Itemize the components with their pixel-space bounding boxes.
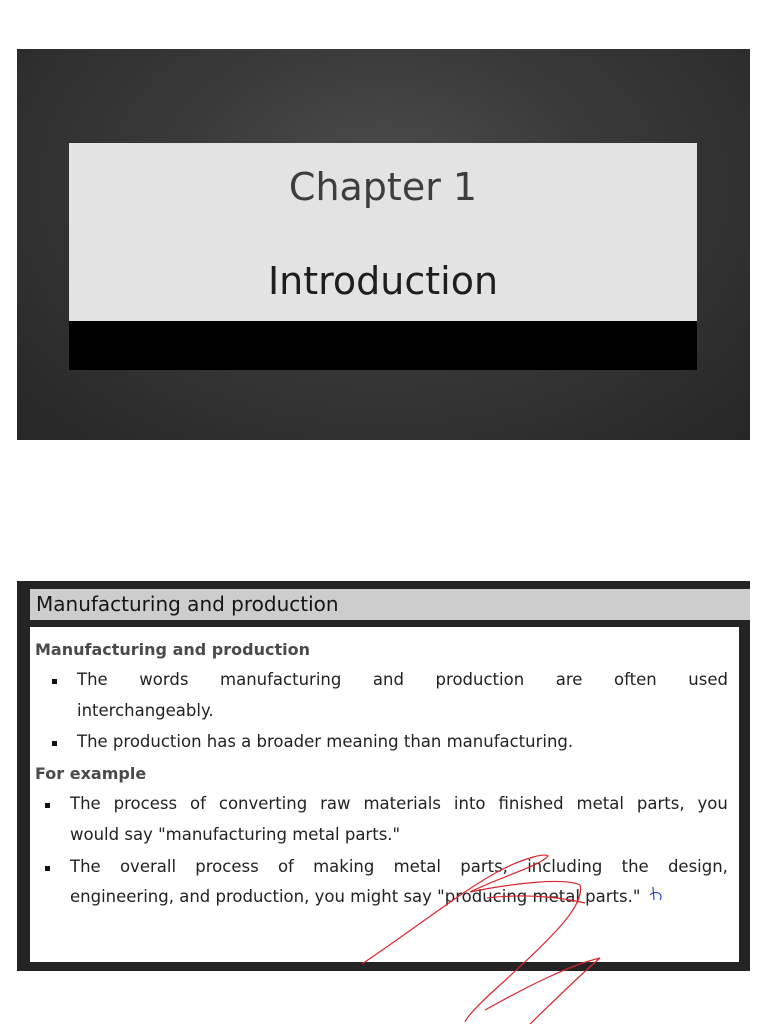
content-slide — [17, 581, 750, 971]
word: used — [688, 670, 728, 689]
word: converting — [218, 794, 308, 813]
word: and — [372, 670, 404, 689]
word: words — [139, 670, 189, 689]
bullet-marker — [52, 679, 57, 684]
word: of — [277, 857, 294, 876]
word: parts, — [636, 794, 685, 813]
title-slide — [17, 49, 750, 440]
word: often — [614, 670, 657, 689]
bullet-4-line-2: engineering, and production, you might say "producing metal parts." — [70, 887, 641, 906]
title-box — [69, 143, 697, 321]
word: The — [70, 794, 101, 813]
word: manufacturing — [220, 670, 342, 689]
word: overall — [119, 857, 177, 876]
word: parts, — [460, 857, 508, 876]
word: are — [555, 670, 583, 689]
bullet-marker — [52, 741, 57, 746]
chapter-title: Introduction — [267, 259, 499, 303]
slide-title: Manufacturing and production — [36, 592, 339, 616]
chapter-label: Chapter 1 — [288, 165, 478, 209]
word: process — [195, 857, 259, 876]
word: design, — [667, 857, 728, 876]
word: metal — [576, 794, 624, 813]
word: making — [313, 857, 375, 876]
word: including — [527, 857, 603, 876]
bullet-2-line-1: The production has a broader meaning than manufacturing. — [77, 732, 574, 751]
bullet-1-line-2: interchangeably. — [77, 701, 214, 720]
bullet-1-line-1 — [77, 670, 728, 689]
word: raw — [320, 794, 351, 813]
bullet-marker — [45, 803, 50, 808]
word: production — [435, 670, 525, 689]
bullet-3-line-2: would say "manufacturing metal parts." — [70, 825, 401, 844]
word: of — [190, 794, 206, 813]
slide-header — [30, 589, 750, 620]
word: process — [113, 794, 178, 813]
word: into — [453, 794, 486, 813]
title-underbar — [69, 321, 697, 370]
word: materials — [363, 794, 441, 813]
bullet-4-line-1 — [70, 857, 728, 876]
word: The — [77, 670, 108, 689]
word: metal — [393, 857, 441, 876]
slide-body — [30, 627, 739, 962]
word: finished — [498, 794, 564, 813]
word: the — [621, 857, 649, 876]
bullet-marker — [45, 866, 50, 871]
section-heading: Manufacturing and production — [35, 640, 310, 659]
section-heading: For example — [35, 764, 147, 783]
word: The — [70, 857, 101, 876]
bullet-3-line-1 — [70, 794, 728, 813]
word: you — [697, 794, 728, 813]
